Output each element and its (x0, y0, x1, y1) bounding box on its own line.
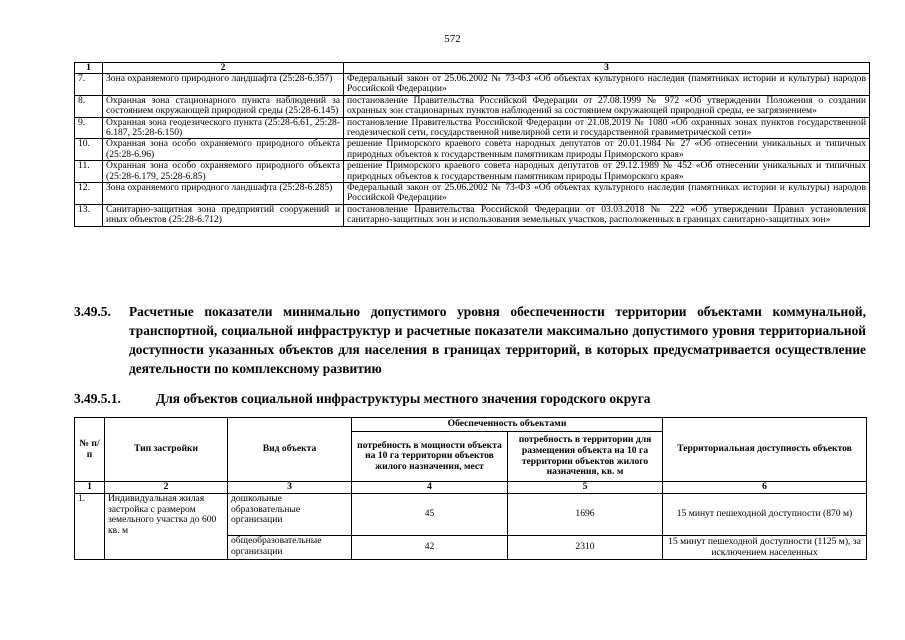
subsection-number: 3.49.5.1. (74, 391, 121, 406)
column-index-1: 1 (75, 63, 103, 74)
accessibility-value: 15 минут пешеходной доступности (870 м) (663, 494, 867, 536)
zone-name: Зона охраняемого природного ландшафта (25:28-6.357) (103, 74, 344, 96)
header-object-kind: Вид объекта (228, 418, 352, 482)
column-index-2: 2 (103, 63, 344, 74)
header-provision: Обеспеченность объектами (352, 418, 663, 432)
row-number: 12. (75, 183, 103, 205)
row-number: 10. (75, 139, 103, 161)
table-row (75, 204, 870, 226)
build-type: Индивидуальная жилая застройка с размером земельного участка до 600 кв. м (105, 494, 228, 560)
header-number: № п/п (75, 418, 105, 482)
header-capacity: потребность в мощности объекта на 10 га территории объектов жилого назначения, мест (352, 432, 508, 482)
section-heading (74, 302, 866, 378)
column-index: 1 (75, 482, 105, 494)
zone-name: Охранная зона геодезического пункта (25:28-6.61, 25:28-6.187, 25:28-6.150) (103, 117, 344, 139)
capacity-value: 45 (352, 494, 508, 536)
row-number: 7. (75, 74, 103, 96)
table-row (75, 74, 870, 96)
row-number: 1. (75, 494, 105, 560)
table-row (75, 95, 870, 117)
legal-basis: Федеральный закон от 25.06.2002 № 73-ФЗ «Об объектах культурного наследия (памятниках истории и культуры) народов Российской Федерации» (344, 74, 870, 96)
object-kind: дошкольные образовательные организации (228, 494, 352, 536)
page-number: 572 (444, 33, 461, 45)
row-number: 9. (75, 117, 103, 139)
header-area: потребность в территории для размещения объекта на 10 га территории объектов жилого назначения, кв. м (508, 432, 663, 482)
table-row (75, 494, 867, 536)
legal-basis: постановление Правительства Российской Федерации от 21.08.2019 № 1080 «Об охранных зонах пунктов государственной геодезической сети, государственной нивелирной сети и государственной гравиметрической сети» (344, 117, 870, 139)
subsection-title: Для объектов социальной инфраструктуры местного значения городского округа (156, 391, 651, 406)
area-value: 2310 (508, 536, 663, 560)
table-row (75, 139, 870, 161)
column-index: 2 (105, 482, 228, 494)
area-value: 1696 (508, 494, 663, 536)
column-index: 3 (228, 482, 352, 494)
table-row (75, 161, 870, 183)
table-row (75, 183, 870, 205)
column-index-row (75, 482, 867, 494)
accessibility-value: 15 минут пешеходной доступности (1125 м), за исключением населенных (663, 536, 867, 560)
column-index: 4 (352, 482, 508, 494)
legal-basis: решение Приморского краевого совета народных депутатов от 20.01.1984 № 27 «Об отнесении уникальных и типичных природных объектов к государственным памятникам природы Приморского края» (344, 139, 870, 161)
zone-name: Охранная зона стационарного пункта наблюдений за состоянием окружающей природной среды (25:28-6.145) (103, 95, 344, 117)
zone-name: Зона охраняемого природного ландшафта (25:28-6.285) (103, 183, 344, 205)
zone-name: Охранная зона особо охраняемого природного объекта (25:28-6.179, 25:28-6.85) (103, 161, 344, 183)
zone-name: Санитарно-защитная зона предприятий сооружений и иных объектов (25:28-6.712) (103, 204, 344, 226)
column-index-3: 3 (344, 63, 870, 74)
table-row (75, 117, 870, 139)
legal-basis: постановление Правительства Российской Федерации от 03.03.2018 № 222 «Об утверждении Правил установления санитарно-защитных зон и использования земельных участков, расположенных в границах санитарно-защитных зон» (344, 204, 870, 226)
legal-basis: решение Приморского краевого совета народных депутатов от 29.12.1989 № 452 «Об отнесении уникальных и типичных природных объектов к государственным памятникам природы Приморского края» (344, 161, 870, 183)
legal-basis: Федеральный закон от 25.06.2002 № 73-ФЗ «Об объектах культурного наследия (памятниках истории и культуры) народов Российской Федерации» (344, 183, 870, 205)
social-infrastructure-table (74, 417, 867, 560)
row-number: 13. (75, 204, 103, 226)
column-index: 5 (508, 482, 663, 494)
restriction-zones-table (74, 62, 870, 227)
zone-name: Охранная зона особо охраняемого природного объекта (25:28-6.96) (103, 139, 344, 161)
section-number: 3.49.5. (74, 304, 111, 319)
row-number: 8. (75, 95, 103, 117)
row-number: 11. (75, 161, 103, 183)
header-accessibility: Территориальная доступность объектов (663, 418, 867, 482)
section-title: Расчетные показатели минимально допустимого уровня обеспеченности территории объектами коммунальной, транспортной, социальной инфраструктур и расчетные показатели максимально допустимого уровня территориальной доступности указанных объектов для населения в границах территорий, в которых предусматривается осуществление деятельности по комплексному развитию (129, 304, 866, 376)
capacity-value: 42 (352, 536, 508, 560)
legal-basis: постановление Правительства Российской Федерации от 27.08.1999 № 972 «Об утверждении Положения о создании охранных зон стационарных пунктов наблюдений за состоянием окружающей природной среды, ее загрязнением» (344, 95, 870, 117)
header-row-top (75, 418, 867, 432)
table-header-row (75, 63, 870, 74)
object-kind: общеобразовательные организации (228, 536, 352, 560)
column-index: 6 (663, 482, 867, 494)
header-build-type: Тип застройки (105, 418, 228, 482)
